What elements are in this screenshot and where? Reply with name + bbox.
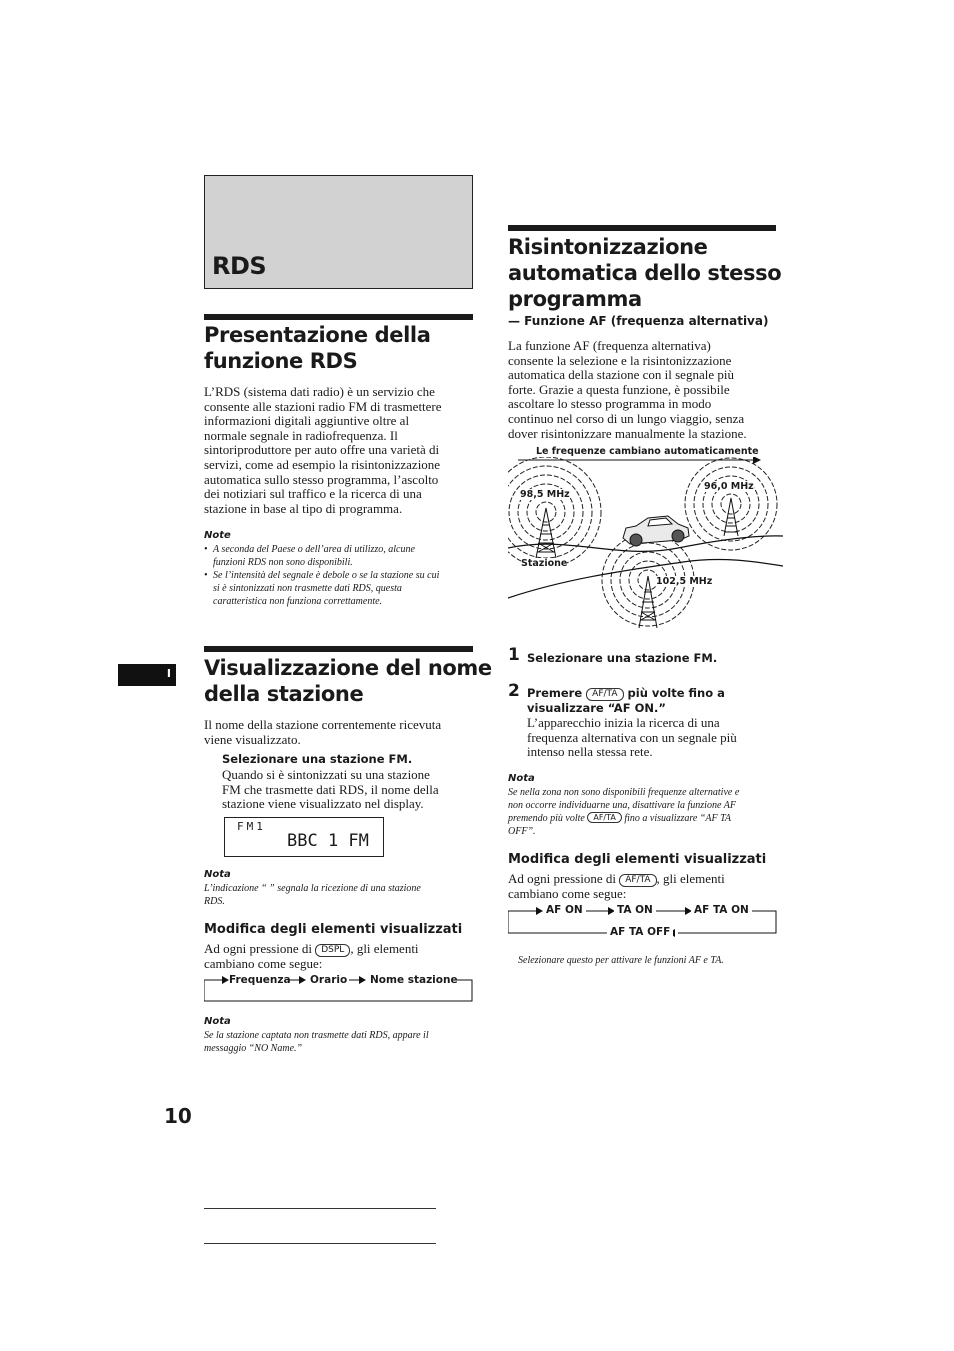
intro-notes: [204, 543, 474, 608]
language-tab: [118, 664, 176, 686]
display-step-text: Quando si è sintonizzati su una stazione FM che trasmette dati RDS, il nome della stazione viene visualizzato nel display.: [222, 767, 439, 812]
af-ta-key-icon: AF/TA: [586, 688, 623, 701]
af-ta-key-icon: AF/TA: [587, 812, 622, 823]
display-note: L’indicazione “ ” segnala la ricezione di una stazione RDS.: [204, 883, 421, 907]
step-1-number: 1: [508, 645, 520, 665]
page-number: 10: [164, 1104, 192, 1128]
display-note-heading: Nota: [204, 869, 231, 880]
flow-item-af-ta-off: AF TA OFF: [607, 926, 673, 938]
section-header-box: [204, 175, 473, 289]
section-rule: [204, 314, 473, 320]
step-2-text: Premere AF/TA più volte fino a visualizzare “AF ON.”: [527, 686, 725, 715]
display-note2: Se la stazione captata non trasmette dati RDS, appare il messaggio “NO Name.”: [204, 1030, 429, 1054]
illustration-caption: Le frequenze cambiano automaticamente: [536, 446, 759, 457]
modify-text-right: Ad ogni pressione di AF/TA , gli elementi cambiano come segue:: [508, 871, 725, 901]
af-ta-key-icon: AF/TA: [619, 874, 656, 887]
af-heading: Risintonizzazione automatica dello stesso programma: [508, 235, 782, 311]
freq-label-2: 96,0 MHz: [704, 481, 754, 492]
intro-note-heading: Note: [204, 530, 231, 541]
flow-item-station-name: Nome stazione: [370, 974, 458, 986]
modify-text-left: Ad ogni pressione di DSPL , gli elementi cambiano come segue:: [204, 941, 419, 971]
footer-rule: [204, 1243, 436, 1244]
flow-item-time: Orario: [310, 974, 348, 986]
af-illustration: [508, 440, 783, 635]
modify-heading-right: Modifica degli elementi visualizzati: [508, 852, 767, 867]
freq-label-3: 102,5 MHz: [656, 576, 713, 587]
display-step-label: Selezionare una stazione FM.: [222, 752, 413, 766]
section-rule: [508, 225, 776, 231]
station-label: Stazione: [521, 558, 568, 569]
step-2-number: 2: [508, 681, 520, 701]
note-item: • A seconda del Paese o dell’area di utilizzo, alcune funzioni RDS non sono disponibili.: [204, 544, 415, 568]
af-paragraph: La funzione AF (frequenza alternativa) consente la selezione e la risintonizzazione automatica della stazione con il segnale più forte. Grazie a questa funzione, è possibile ascoltare lo stesso programma in modo continuo nel corso di un lungo viaggio, senza dover risintonizzare manualmente la stazione.: [508, 338, 747, 441]
af-illustration-drawing: [508, 440, 783, 635]
af-note-heading: Nota: [508, 773, 535, 784]
freq-label-1: 98,5 MHz: [520, 489, 570, 500]
lcd-station-name: BBC 1 FM: [287, 831, 369, 851]
flow-item-ta-on: TA ON: [614, 904, 656, 916]
af-subtitle: — Funzione AF (frequenza alternativa): [508, 314, 769, 328]
display-name-heading: Visualizzazione del nome della stazione: [204, 656, 492, 706]
dspl-key-icon: DSPL: [315, 944, 350, 957]
intro-paragraph: L’RDS (sistema dati radio) è un servizio che consente alle stazioni radio FM di trasmettere informazioni digitali aggiuntive oltre al normale segnale in radiofrequenza. Il sintoriproduttore per auto offre una varietà di servizi, come ad esempio la risintonizzazione automatica sullo stesso programma, l’ascolto dei notiziari sul traffico e la ricerca di una stazione in base al tipo di programma.: [204, 384, 442, 516]
af-note: Se nella zona non sono disponibili frequenze alternative e non occorre individuarne una, disattivare la funzione AF premendo più volte AF/TA fino a visualizzare “AF TA OFF”.: [508, 787, 740, 837]
flow-item-af-ta-on: AF TA ON: [691, 904, 752, 916]
display-note2-heading: Nota: [204, 1016, 231, 1027]
step-2-description: L’apparecchio inizia la ricerca di una frequenza alternativa con un segnale più intenso nella stessa rete.: [527, 715, 737, 760]
lcd-display: [224, 817, 384, 857]
language-tab-letter: I: [166, 667, 171, 680]
footer-rule: [204, 1208, 436, 1209]
flow-caption: Selezionare questo per attivare le funzioni AF e TA.: [518, 955, 724, 966]
lcd-band: FM1: [237, 820, 266, 833]
section-rule: [204, 646, 473, 652]
flow-item-af-on: AF ON: [543, 904, 586, 916]
note-item: • Se l’intensità del segnale è debole o se la stazione su cui si è sintonizzati non trasmette dati RDS, questa caratteristica non funziona correttamente.: [204, 570, 440, 607]
step-1-text: Selezionare una stazione FM.: [527, 651, 718, 665]
display-name-paragraph: Il nome della stazione correntemente ricevuta viene visualizzato.: [204, 717, 442, 747]
flow-item-frequency: Frequenza: [229, 974, 291, 986]
intro-heading: Presentazione della funzione RDS: [204, 323, 431, 373]
section-title: RDS: [212, 252, 267, 280]
modify-heading-left: Modifica degli elementi visualizzati: [204, 922, 463, 937]
